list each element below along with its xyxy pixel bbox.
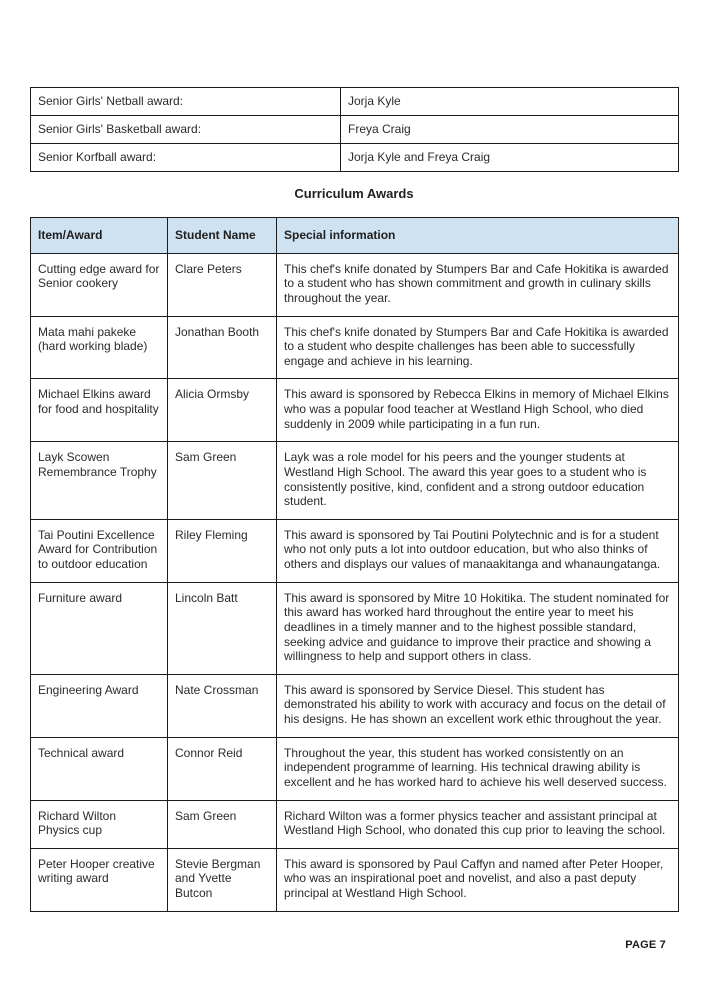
student-name-cell: Connor Reid [168,737,277,800]
page-number-label: PAGE 7 [625,939,666,951]
table-row [31,800,679,848]
student-name-cell: Riley Fleming [168,519,277,582]
student-name-cell: Sam Green [168,800,277,848]
sports-awards-table [30,87,679,172]
special-information-cell: This award is sponsored by Paul Caffyn and named after Peter Hooper, who was an inspirational poet and novelist, and also a past deputy principal at Westland High School. [277,848,679,911]
table-row [31,442,679,520]
table-row [31,848,679,911]
item-award-cell: Mata mahi pakeke (hard working blade) [31,316,168,379]
student-name-cell: Jonathan Booth [168,316,277,379]
table-row [31,253,679,316]
award-recipient-cell: Freya Craig [341,116,679,144]
student-name-cell: Alicia Ormsby [168,379,277,442]
section-heading-curriculum-awards: Curriculum Awards [294,186,414,201]
item-award-cell: Richard Wilton Physics cup [31,800,168,848]
special-information-cell: This award is sponsored by Service Diesel. This student has demonstrated his ability to work with accuracy and focus on the detail of his designs. He has shown an excellent work ethic throughout the year. [277,674,679,737]
table-row [31,88,679,116]
student-name-cell: Clare Peters [168,253,277,316]
award-label-cell: Senior Korfball award: [31,144,341,172]
item-award-cell: Engineering Award [31,674,168,737]
award-recipient-cell: Jorja Kyle and Freya Craig [341,144,679,172]
column-header-item-award: Item/Award [31,218,168,254]
curriculum-awards-table-body [31,253,679,911]
item-award-cell: Layk Scowen Remembrance Trophy [31,442,168,520]
student-name-cell: Stevie Bergman and Yvette Butcon [168,848,277,911]
item-award-cell: Cutting edge award for Senior cookery [31,253,168,316]
student-name-cell: Lincoln Batt [168,582,277,674]
special-information-cell: This chef's knife donated by Stumpers Bar and Cafe Hokitika is awarded to a student who has shown commitment and growth in culinary skills throughout the year. [277,253,679,316]
special-information-cell: Richard Wilton was a former physics teacher and assistant principal at Westland High School, who donated this cup prior to leaving the school. [277,800,679,848]
column-header-special-info: Special information [277,218,679,254]
special-information-cell: Layk was a role model for his peers and the younger students at Westland High School. The award this year goes to a student who is consistently positive, kind, confident and a strong outdoor education student. [277,442,679,520]
table-row [31,737,679,800]
column-header-student-name: Student Name [168,218,277,254]
table-row [31,144,679,172]
item-award-cell: Furniture award [31,582,168,674]
award-recipient-cell: Jorja Kyle [341,88,679,116]
special-information-cell: This award is sponsored by Mitre 10 Hokitika. The student nominated for this award has worked hard throughout the entire year to meet his deadlines in a timely manner and to the highest possible standard, seeking advice and guidance to improve their practice and showing a willingness to help and support others in class. [277,582,679,674]
table-row [31,379,679,442]
item-award-cell: Michael Elkins award for food and hospitality [31,379,168,442]
special-information-cell: This chef's knife donated by Stumpers Bar and Cafe Hokitika is awarded to a student who despite challenges has been able to successfully engage and achieve in his learning. [277,316,679,379]
sports-awards-table-body [31,88,679,172]
table-row [31,582,679,674]
special-information-cell: This award is sponsored by Tai Poutini Polytechnic and is for a student who not only puts a lot into outdoor education, but who also thinks of others and displays our values of manaakitanga and whanaungatanga. [277,519,679,582]
award-label-cell: Senior Girls' Basketball award: [31,116,341,144]
item-award-cell: Tai Poutini Excellence Award for Contribution to outdoor education [31,519,168,582]
special-information-cell: This award is sponsored by Rebecca Elkins in memory of Michael Elkins who was a popular food teacher at Westland High School, who died suddenly in 2009 while participating in a fun run. [277,379,679,442]
curriculum-awards-table-head [31,218,679,254]
table-row [31,519,679,582]
student-name-cell: Sam Green [168,442,277,520]
item-award-cell: Technical award [31,737,168,800]
award-label-cell: Senior Girls' Netball award: [31,88,341,116]
item-award-cell: Peter Hooper creative writing award [31,848,168,911]
table-row [31,116,679,144]
student-name-cell: Nate Crossman [168,674,277,737]
header-row [31,218,679,254]
table-row [31,674,679,737]
special-information-cell: Throughout the year, this student has worked consistently on an independent programme of learning. His technical drawing ability is excellent and he has worked hard to achieve his well deserved success. [277,737,679,800]
table-row [31,316,679,379]
curriculum-awards-table [30,217,679,912]
